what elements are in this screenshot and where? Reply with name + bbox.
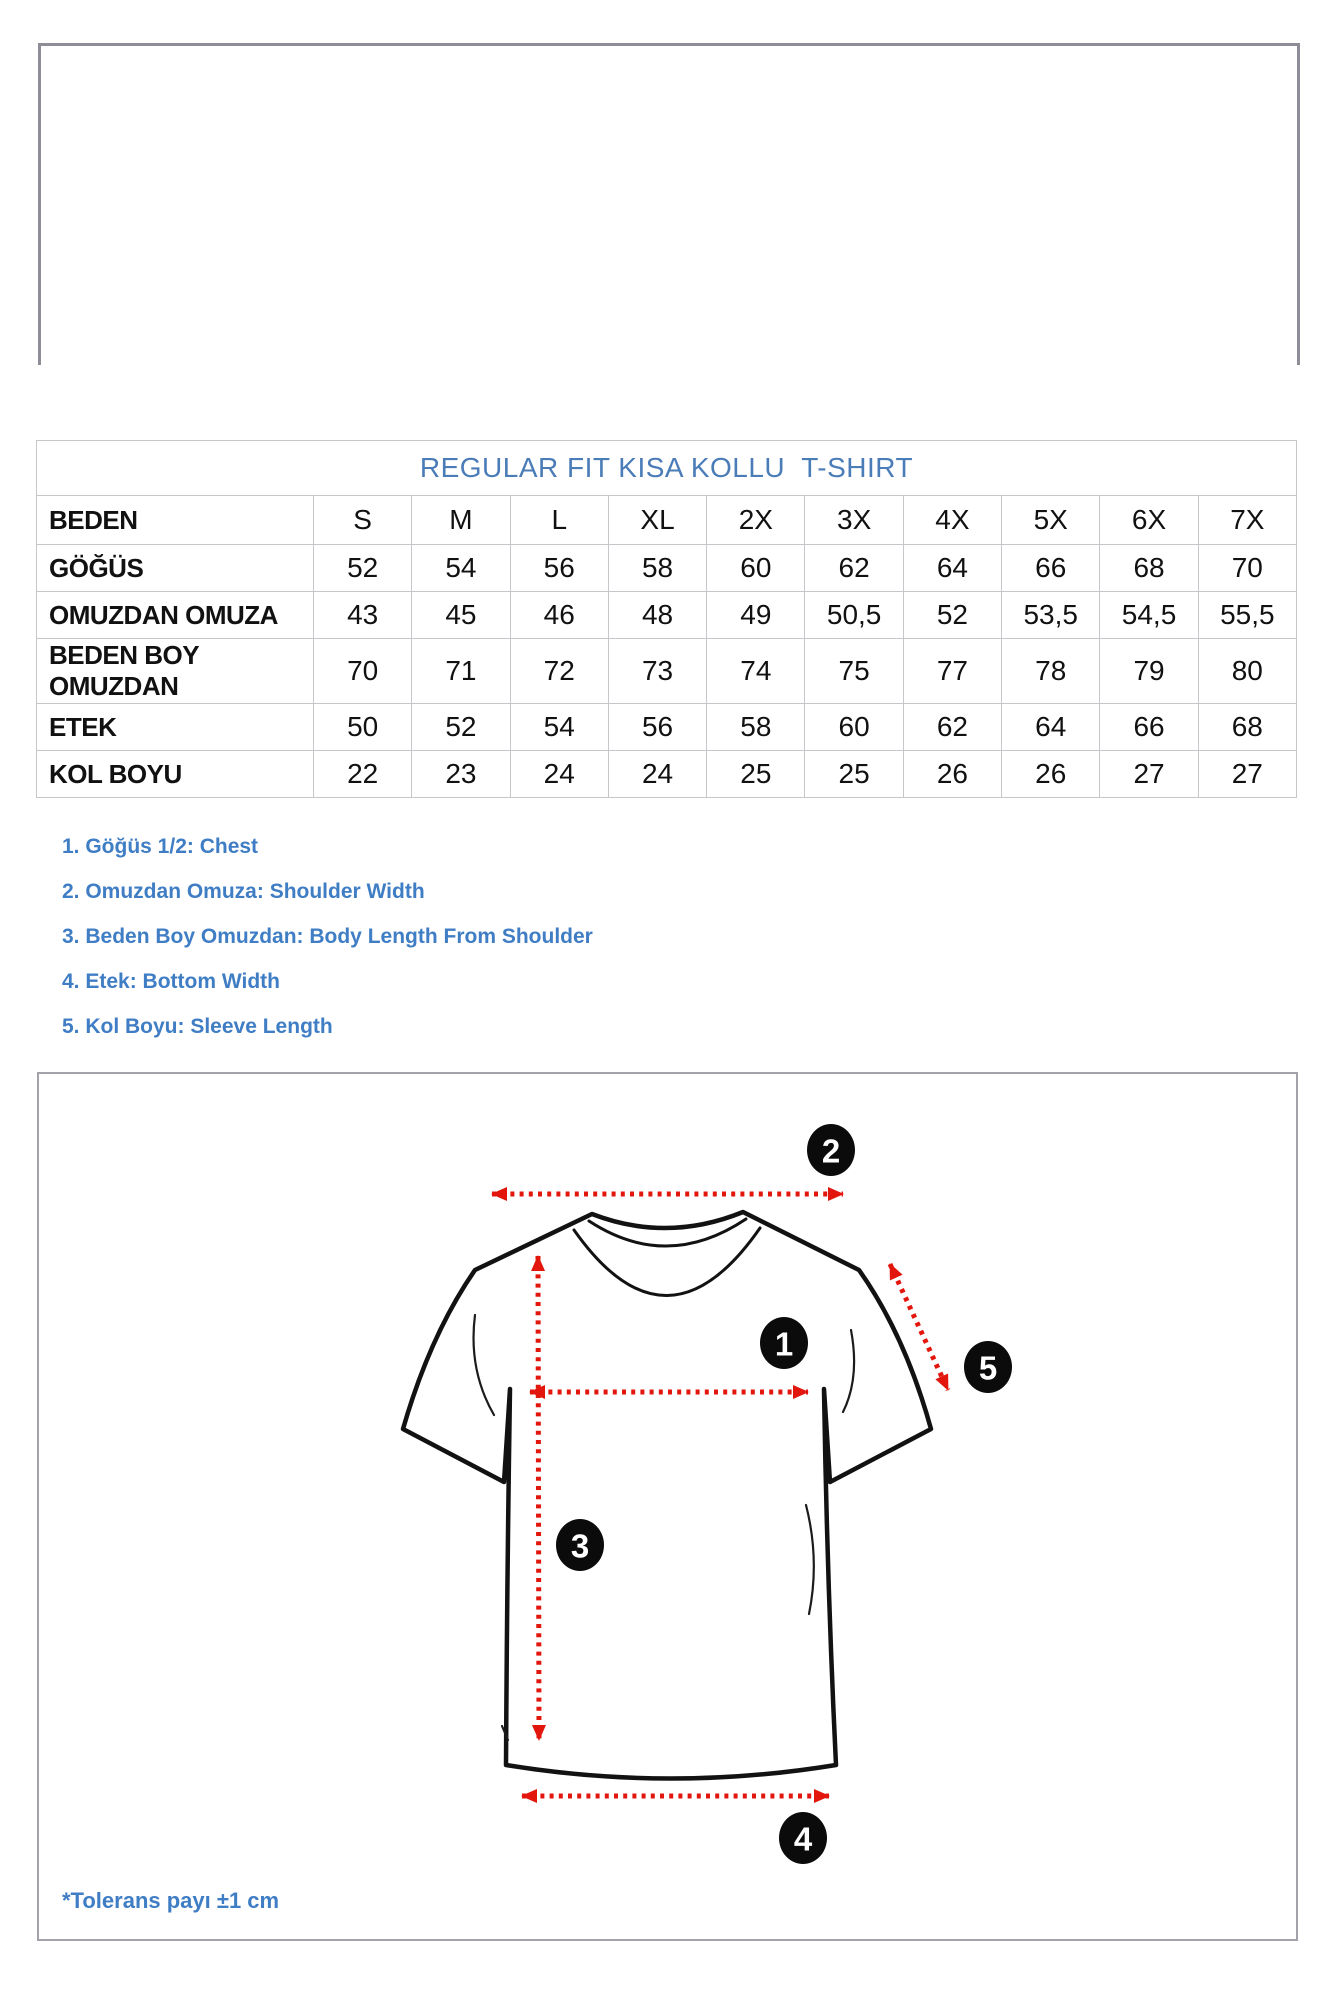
measurement-value: 58 [608, 545, 706, 592]
measurement-value: 62 [903, 704, 1001, 751]
size-column-header: M [412, 496, 510, 545]
measurement-value: 27 [1198, 751, 1296, 798]
measurement-value: 46 [510, 592, 608, 639]
measurement-label: ETEK [37, 704, 314, 751]
measurement-value: 70 [314, 639, 412, 704]
size-column-header: XL [608, 496, 706, 545]
measurement-label: KOL BOYU [37, 751, 314, 798]
cropped-product-photo-box [38, 43, 1300, 365]
measurement-value: 54 [412, 545, 510, 592]
size-table [36, 440, 1297, 798]
legend-item: 5. Kol Boyu: Sleeve Length [62, 1015, 333, 1038]
size-column-header: S [314, 496, 412, 545]
table-header-row [37, 496, 1297, 545]
marker-number: 1 [774, 1325, 794, 1363]
measurement-row [37, 704, 1297, 751]
measurement-value: 60 [805, 704, 903, 751]
measurement-value: 25 [805, 751, 903, 798]
measurement-value: 25 [707, 751, 805, 798]
measurement-value: 56 [608, 704, 706, 751]
measurement-value: 68 [1100, 545, 1198, 592]
measurement-label: OMUZDAN OMUZA [37, 592, 314, 639]
table-body [37, 441, 1297, 798]
measurement-value: 78 [1002, 639, 1100, 704]
measurement-row [37, 751, 1297, 798]
marker-5 [964, 1341, 1012, 1393]
size-column-header: 5X [1002, 496, 1100, 545]
measurement-value: 74 [707, 639, 805, 704]
marker-3 [556, 1519, 604, 1571]
measurement-value: 58 [707, 704, 805, 751]
measurement-value: 22 [314, 751, 412, 798]
table-title-row [37, 441, 1297, 496]
tshirt-diagram-svg [37, 1072, 1298, 1941]
legend-item: 4. Etek: Bottom Width [62, 970, 280, 993]
measurement-value: 26 [1002, 751, 1100, 798]
measurement-value: 52 [314, 545, 412, 592]
measurement-value: 66 [1002, 545, 1100, 592]
size-column-header: 6X [1100, 496, 1198, 545]
measurement-value: 66 [1100, 704, 1198, 751]
measurement-row [37, 592, 1297, 639]
measurement-value: 24 [510, 751, 608, 798]
marker-1 [760, 1317, 808, 1369]
size-column-header: 2X [707, 496, 805, 545]
measurement-value: 54 [510, 704, 608, 751]
measurement-value: 71 [412, 639, 510, 704]
measurement-value: 73 [608, 639, 706, 704]
tolerance-note: *Tolerans payı ±1 cm [62, 1888, 280, 1913]
measurement-value: 80 [1198, 639, 1296, 704]
measurement-value: 62 [805, 545, 903, 592]
measurement-value: 77 [903, 639, 1001, 704]
marker-number: 4 [793, 1820, 813, 1858]
measurement-value: 64 [903, 545, 1001, 592]
size-column-header: 3X [805, 496, 903, 545]
measurement-value: 50,5 [805, 592, 903, 639]
measurement-value: 43 [314, 592, 412, 639]
measurement-row [37, 639, 1297, 704]
measurement-value: 68 [1198, 704, 1296, 751]
measurement-value: 60 [707, 545, 805, 592]
marker-2 [807, 1124, 855, 1176]
measurement-row [37, 545, 1297, 592]
measurement-value: 48 [608, 592, 706, 639]
legend-item: 3. Beden Boy Omuzdan: Body Length From Shoulder [62, 925, 593, 948]
measurement-value: 56 [510, 545, 608, 592]
measurement-value: 26 [903, 751, 1001, 798]
marker-number: 5 [978, 1349, 998, 1387]
size-column-header: L [510, 496, 608, 545]
size-header-label: BEDEN [37, 496, 314, 545]
size-column-header: 4X [903, 496, 1001, 545]
measurement-value: 50 [314, 704, 412, 751]
measurement-value: 23 [412, 751, 510, 798]
measurement-label: GÖĞÜS [37, 545, 314, 592]
measurement-value: 53,5 [1002, 592, 1100, 639]
measurement-value: 54,5 [1100, 592, 1198, 639]
measurement-value: 27 [1100, 751, 1198, 798]
measurement-value: 79 [1100, 639, 1198, 704]
measurement-value: 70 [1198, 545, 1296, 592]
measurement-value: 45 [412, 592, 510, 639]
measurement-value: 52 [412, 704, 510, 751]
measurement-value: 75 [805, 639, 903, 704]
marker-number: 2 [821, 1132, 841, 1170]
measurement-value: 72 [510, 639, 608, 704]
legend [62, 824, 593, 1049]
measurement-label: BEDEN BOY OMUZDAN [37, 639, 314, 704]
size-column-header: 7X [1198, 496, 1296, 545]
legend-item: 2. Omuzdan Omuza: Shoulder Width [62, 880, 425, 903]
measurement-value: 52 [903, 592, 1001, 639]
table-title: REGULAR FIT KISA KOLLU T-SHIRT [37, 441, 1297, 496]
measurement-value: 64 [1002, 704, 1100, 751]
legend-item: 1. Göğüs 1/2: Chest [62, 835, 259, 858]
measurement-value: 55,5 [1198, 592, 1296, 639]
marker-4 [779, 1812, 827, 1864]
size-table-wrap [36, 440, 1296, 798]
measurement-value: 49 [707, 592, 805, 639]
measurement-value: 24 [608, 751, 706, 798]
marker-number: 3 [570, 1527, 590, 1565]
